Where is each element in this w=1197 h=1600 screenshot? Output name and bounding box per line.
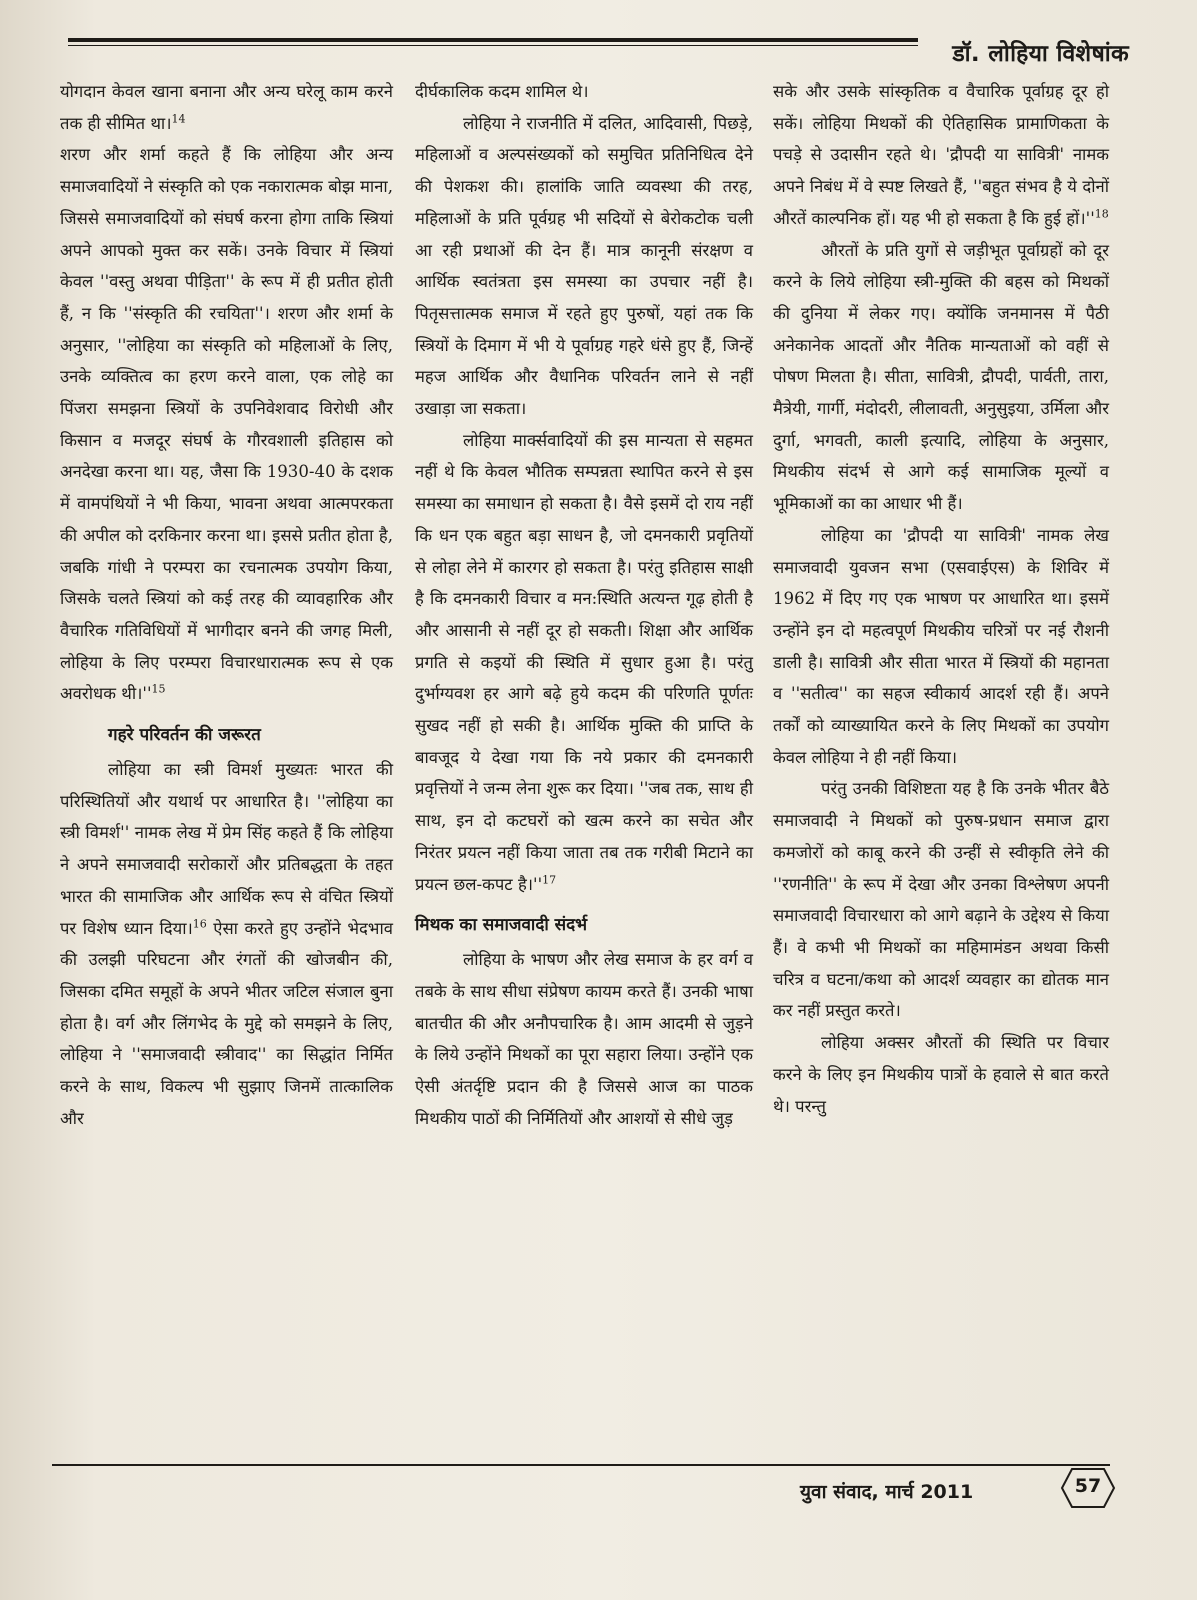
page-number-badge — [1060, 1466, 1116, 1510]
paragraph-text: लोहिया मार्क्सवादियों की इस मान्यता से सहमत नहीं थे कि केवल भौतिक सम्पन्नता स्थापित करने से इस समस्या का समाधान हो सकता है। वैसे इसमें दो राय नहीं कि धन एक बहुत बड़ा साधन है, जो दमनकारी प्रवृतियों से लोहा लेने में कारगर हो सकता है। परंतु इतिहास साक्षी है कि दमनकारी विचार व मन:स्थिति अत्यन्त गूढ़ होती है और आसानी से नहीं दूर हो सकती। शिक्षा और आर्थिक प्रगति से कइयों की स्थिति में सुधार हुआ है। परंतु दुर्भाग्यवश हर आगे बढ़े हुये कदम की परिणति पूर्णतः सुखद नहीं हो सकी है। आर्थिक मुक्ति की प्राप्ति के बावजूद ये देखा गया कि नये प्रकार की दमनकारी प्रवृत्तियों ने जन्म लेना शुरू कर दिया। ''जब तक, साथ ही साथ, इन दो कटघरों को खत्म करने का सचेत और निरंतर प्रयत्न नहीं किया जाता तब तक गरीबी मिटाने का प्रयत्न छल-कपट है।'' — [415, 430, 753, 894]
header-rule — [68, 38, 918, 46]
page-number: 57 — [1074, 1475, 1102, 1497]
section-heading: गहरे परिवर्तन की जरूरत — [108, 725, 261, 746]
paragraph-text: सके और उसके सांस्कृतिक व वैचारिक पूर्वाग्रह दूर हो सकें। लोहिया मिथकों की ऐतिहासिक प्रामाणिकता के पचड़े से उदासीन रहते थे। 'द्रौपदी या सावित्री' नामक अपने निबंध में वे स्पष्ट लिखते हैं, ''बहुत संभव है ये दोनों औरतें काल्पनिक हों। यह भी हो सकता है कि हुई हों।'' — [773, 82, 1109, 228]
paragraph-text: योगदान केवल खाना बनाना और अन्य घरेलू काम करने तक ही सीमित था। — [60, 82, 393, 133]
footnote-ref: 15 — [151, 682, 166, 696]
paragraph — [60, 754, 393, 1134]
footnote-ref: 17 — [542, 873, 557, 887]
text-column-1 — [60, 76, 393, 1135]
paragraph-text: लोहिया का स्त्री विमर्श मुख्यतः भारत की परिस्थितियों और यथार्थ पर आधारित है। ''लोहिया का स्त्री विमर्श'' नामक लेख में प्रेम सिंह कहते हैं कि लोहिया ने अपने समाजवादी सरोकारों और प्रतिबद्धता के तहत भारत की सामाजिक और आर्थिक रूप से वंचित स्त्रियों पर विशेष ध्यान दिया। — [60, 760, 393, 938]
paragraph-text: शरण और शर्मा कहते हैं कि लोहिया और अन्य समाजवादियों ने संस्कृति को एक नकारात्मक बोझ माना, जिससे समाजवादियों को संघर्ष करना होगा ताकि स्त्रियां अपने आपको मुक्त कर सकें। उनके विचार में स्त्रियां केवल ''वस्तु अथवा पीड़िता'' के रूप में ही प्रतीत होती हैं, न कि ''संस्कृति की रचयिता''। शरण और शर्मा के अनुसार, ''लोहिया का संस्कृति को महिलाओं के लिए, उनके व्यक्तित्व का हरण करने वाला, एक लोहे का पिंजरा समझना स्त्रियों के उपनिवेशवाद विरोधी और किसान व मजदूर संघर्ष के गौरवशाली इतिहास को अनदेखा करना था। यह, जैसा कि 1930-40 के दशक में वामपंथियों ने भी किया, भावना अथवा आत्मपरकता की अपील को दरकिनार करना था। इससे प्रतीत होता है, जबकि गांधी ने परम्परा का रचनात्मक उपयोग किया, जिसके चलते स्त्रियां को कई तरह की व्यावहारिक और वैचारिक गतिविधियों में भागीदार बनने की जगह मिली, लोहिया के लिए परम्परा विचारधारात्मक रूप से एक अवरोधक थी।'' — [60, 145, 393, 704]
paragraph: लोहिया का 'द्रौपदी या सावित्री' नामक लेख समाजवादी युवजन सभा (एसवाईएस) के शिविर में 1962 में दिए गए एक भाषण पर आधारित था। इसमें उन्होंने इन दो महत्वपूर्ण मिथकीय चरित्रों पर नई रौशनी डाली है। सावित्री और सीता भारत में स्त्रियों की महानता व ''सतीत्व'' का सहज स्वीकार्य आदर्श रही हैं। अपने तर्कों को व्याख्यायित करने के लिए मिथकों का उपयोग केवल लोहिया ने ही नहीं किया। — [773, 525, 1109, 767]
paragraph — [60, 76, 393, 139]
text-column-2 — [415, 76, 753, 1135]
paragraph — [60, 139, 393, 710]
section-heading: मिथक का समाजवादी संदर्भ — [415, 915, 588, 936]
footnote-ref: 14 — [171, 112, 186, 126]
paragraph — [415, 425, 753, 901]
paragraph-text: ऐसा करते हुए उन्होंने भेदभाव की उलझी परिघटना और रंगतों की खोजबीन की, जिसका दमित समूहों के अपने भीतर जटिल संजाल बुना होता है। वर्ग और लिंगभेद के मुद्दे को समझने के लिए, लोहिया ने ''समाजवादी स्त्रीवाद'' का सिद्धांत निर्मित करने के साथ, विकल्प भी सुझाए जिनमें तात्कालिक और — [60, 918, 393, 1128]
footer-rule — [52, 1464, 1110, 1466]
paragraph — [773, 76, 1109, 235]
footnote-ref: 18 — [1094, 207, 1109, 221]
paragraph: परंतु उनकी विशिष्टता यह है कि उनके भीतर बैठे समाजवादी ने मिथकों को पुरुष-प्रधान समाज द्वारा कमजोरों को काबू करने की उन्हीं से स्वीकृति लेने की ''रणनीति'' के रूप में देखा और उनका विश्लेषण अपनी समाजवादी विचारधारा को आगे बढ़ाने के उद्देश्य से किया हैं। वे कभी भी मिथकों का महिमामंडन अथवा किसी चरित्र व घटना/कथा को आदर्श व्यवहार का द्योतक मान कर नहीं प्रस्तुत करते। — [773, 779, 1109, 1021]
footnote-ref: 16 — [192, 917, 207, 931]
header-title: डॉ. लोहिया विशेषांक — [952, 41, 1129, 67]
paragraph: औरतों के प्रति युगों से जड़ीभूत पूर्वाग्रहों को दूर करने के लिये लोहिया स्त्री-मुक्ति की बहस को मिथकों की दुनिया में लेकर गए। क्योंकि जनमानस में पैठी अनेकानेक आदतों और नैतिक मान्यताओं को वहीं से पोषण मिलता है। सीता, सावित्री, द्रौपदी, पार्वती, तारा, मैत्रेयी, गार्गी, मंदोदरी, लीलावती, अनुसुइया, उर्मिला और दुर्गा, भगवती, काली इत्यादि, लोहिया के अनुसार, मिथकीय संदर्भ से आगे कई सामाजिक मूल्यों व भूमिकाओं का का आधार भी हैं। — [773, 240, 1109, 514]
text-column-3 — [773, 76, 1109, 1122]
paragraph: लोहिया के भाषण और लेख समाज के हर वर्ग व तबके के साथ सीधा संप्रेषण कायम करते हैं। उनकी भाषा बातचीत की और अनौपचारिक है। आम आदमी से जुड़ने के लिये उन्होंने मिथकों का पूरा सहारा लिया। उन्होंने एक ऐसी अंतर्दृष्टि प्रदान की है जिससे आज का पाठक मिथकीय पाठों की निर्मितियों और आशयों से सीधे जुड़ — [415, 950, 753, 1128]
paragraph: लोहिया अक्सर औरतों की स्थिति पर विचार करने के लिए इन मिथकीय पात्रों के हवाले से बात करते थे। परन्तु — [773, 1033, 1109, 1116]
paragraph: लोहिया ने राजनीति में दलित, आदिवासी, पिछड़े, महिलाओं व अल्पसंख्यकों को समुचित प्रतिनिधित्व देने की पेशकश की। हालांकि जाति व्यवस्था की तरह, महिलाओं के प्रति पूर्वग्रह भी सदियों से बेरोकटोक चली आ रही प्रथाओं की देन हैं। मात्र कानूनी संरक्षण व आर्थिक स्वतंत्रता इस समस्या का उपचार नहीं है। पितृसत्तात्मक समाज में रहते हुए पुरुषों, यहां तक कि स्त्रियों के दिमाग में भी ये पूर्वाग्रह गहरे धंसे हुए हैं, जिन्हें महज आर्थिक और वैधानिक परिवर्तन लाने से नहीं उखाड़ा जा सकता। — [415, 113, 753, 419]
paragraph: दीर्घकालिक कदम शामिल थे। — [415, 82, 589, 101]
footer-publication: युवा संवाद, मार्च 2011 — [800, 1481, 974, 1503]
